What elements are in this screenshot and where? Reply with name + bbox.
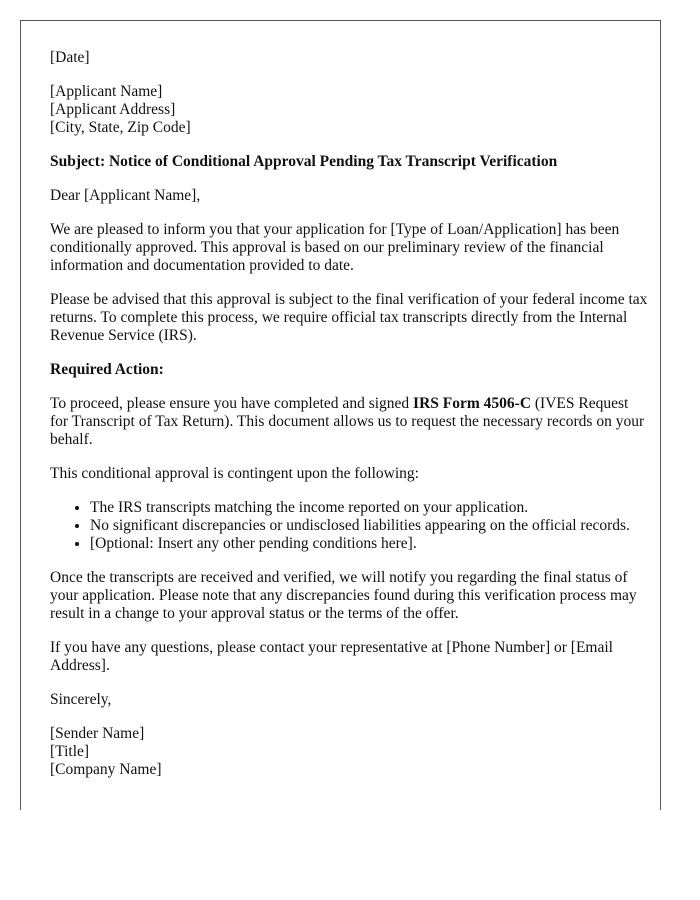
recipient-block bbox=[50, 83, 650, 137]
letter-page bbox=[20, 20, 661, 810]
sender-name: [Sender Name] bbox=[50, 725, 145, 742]
action-text-after: (IVES Request for Transcript of Tax Return). This document allows us to request the necessary records on your behalf. bbox=[50, 395, 645, 448]
paragraph-required-action bbox=[50, 395, 650, 449]
conditions-list bbox=[50, 499, 650, 553]
recipient-address: [Applicant Address] bbox=[50, 101, 176, 118]
recipient-city-line: [City, State, Zip Code] bbox=[50, 119, 191, 136]
sender-title: [Title] bbox=[50, 743, 90, 760]
conditions-intro: This conditional approval is contingent upon the following: bbox=[50, 465, 419, 482]
paragraph-approval: We are pleased to inform you that your application for [Type of Loan/Application] has been conditionally approved. This approval is based on our preliminary review of the financial information and documentation provided to date. bbox=[50, 221, 620, 274]
letter-body bbox=[50, 49, 650, 795]
paragraph-verification: Please be advised that this approval is subject to the final verification of your federal income tax returns. To complete this process, we require official tax transcripts directly from the Internal Revenue Service (IRS). bbox=[50, 291, 648, 344]
salutation: Dear [Applicant Name], bbox=[50, 187, 201, 204]
sender-block bbox=[50, 725, 650, 779]
closing: Sincerely, bbox=[50, 691, 112, 708]
form-name: IRS Form 4506-C bbox=[413, 395, 532, 412]
sender-company: [Company Name] bbox=[50, 761, 162, 778]
condition-item: • The IRS transcripts matching the income reported on your application. bbox=[90, 499, 650, 517]
paragraph-final-status: Once the transcripts are received and verified, we will notify you regarding the final status of your application. Please note that any discrepancies found during this verification process may result in a change to your approval status or the terms of the offer. bbox=[50, 569, 637, 622]
letter-subject: Subject: Notice of Conditional Approval Pending Tax Transcript Verification bbox=[50, 153, 558, 170]
condition-item: • [Optional: Insert any other pending conditions here]. bbox=[90, 535, 650, 553]
condition-item: • No significant discrepancies or undisclosed liabilities appearing on the official records. bbox=[90, 517, 650, 535]
recipient-name: [Applicant Name] bbox=[50, 83, 163, 100]
paragraph-contact: If you have any questions, please contact your representative at [Phone Number] or [Email Address]. bbox=[50, 639, 613, 674]
letter-date: [Date] bbox=[50, 49, 90, 66]
action-text-before: To proceed, please ensure you have completed and signed bbox=[50, 395, 414, 412]
required-action-heading: Required Action: bbox=[50, 361, 164, 378]
